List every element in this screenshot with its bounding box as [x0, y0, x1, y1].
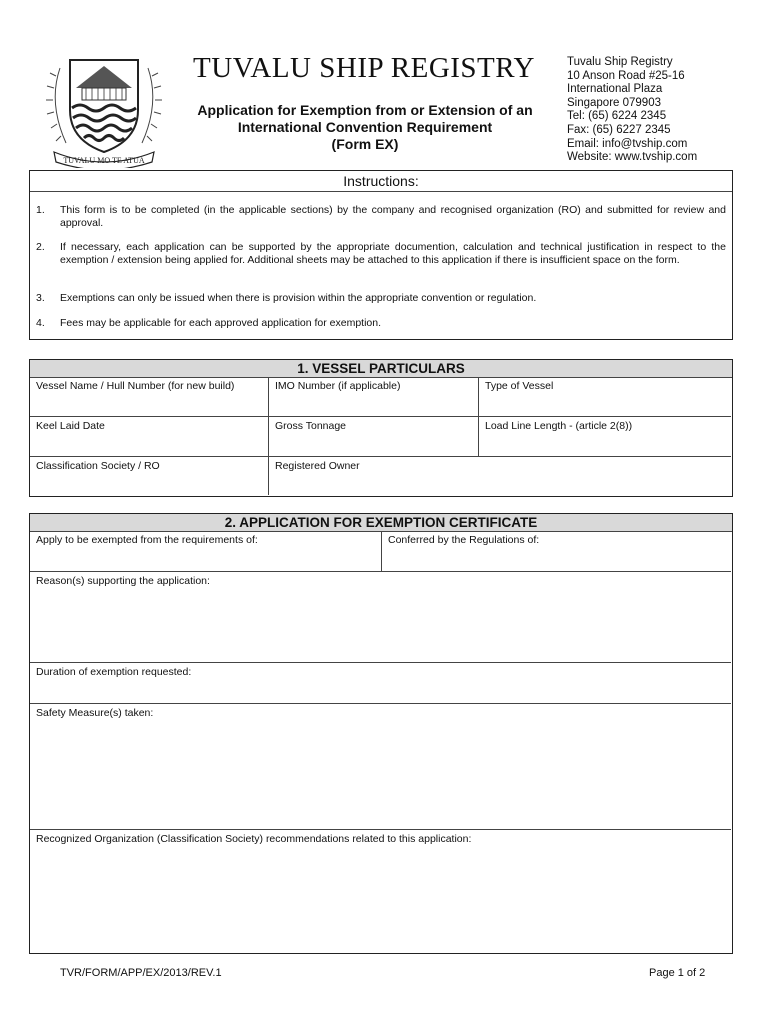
- keel-laid-date-field[interactable]: [30, 416, 268, 456]
- contact-website[interactable]: Website: www.tvship.com: [567, 151, 698, 164]
- vessel-name-field[interactable]: [30, 377, 268, 416]
- subtitle-line: International Convention Requirement: [237, 119, 493, 135]
- instruction-number: 2.: [36, 241, 45, 253]
- instruction-item: [36, 204, 726, 230]
- classification-society-field[interactable]: [30, 456, 268, 495]
- duration-label: Duration of exemption requested:: [36, 666, 192, 678]
- exemption-certificate-heading: 2. APPLICATION FOR EXEMPTION CERTIFICATE: [30, 514, 732, 532]
- instructions-box: [29, 170, 733, 340]
- instruction-text: This form is to be completed (in the applicable sections) by the company and recognised organization (RO) and submitted for review and approval.: [60, 204, 726, 229]
- registry-title: TUVALU SHIP REGISTRY: [193, 52, 535, 84]
- contact-line: Tel: (65) 6224 2345: [567, 110, 667, 123]
- safety-measures-label: Safety Measure(s) taken:: [36, 707, 154, 719]
- instruction-text: If necessary, each application can be supported by the appropriate documention, calculation and technical justification in respect to the exemption / extension being applied for. Additional sheets may be attached to this application if there is insufficient space on the form.: [60, 241, 726, 266]
- registered-owner-label: Registered Owner: [275, 460, 360, 472]
- vessel-name-label: Vessel Name / Hull Number (for new build): [36, 380, 235, 392]
- reasons-field[interactable]: [30, 571, 731, 662]
- tuvalu-crest-logo: [40, 48, 168, 168]
- crest-motto-text: TUVALU MO TE ATUA: [63, 156, 145, 165]
- contact-line: 10 Anson Road #25-16: [567, 69, 685, 82]
- load-line-length-field[interactable]: [478, 416, 731, 456]
- gross-tonnage-label: Gross Tonnage: [275, 420, 347, 432]
- type-of-vessel-label: Type of Vessel: [485, 380, 554, 392]
- duration-field[interactable]: [30, 662, 731, 703]
- apply-exempted-field[interactable]: [30, 531, 381, 571]
- instruction-number: 1.: [36, 204, 45, 216]
- contact-block: [567, 56, 757, 165]
- classification-society-label: Classification Society / RO: [36, 460, 160, 472]
- contact-line: Tuvalu Ship Registry: [567, 56, 673, 68]
- page-number: Page 1 of 2: [649, 967, 706, 979]
- instruction-text: Exemptions can only be issued when there is provision within the appropriate convention or regulation.: [60, 292, 537, 304]
- instruction-item: [36, 241, 726, 281]
- contact-line: Singapore 079903: [567, 96, 661, 109]
- instruction-item: [36, 292, 726, 305]
- reasons-label: Reason(s) supporting the application:: [36, 575, 210, 587]
- keel-laid-date-label: Keel Laid Date: [36, 420, 105, 432]
- form-subtitle: [170, 102, 560, 153]
- type-of-vessel-field[interactable]: [478, 377, 731, 416]
- ro-recommendations-label: Recognized Organization (Classification Society) recommendations related to this application:: [36, 833, 472, 845]
- instruction-item: [36, 317, 726, 330]
- imo-number-label: IMO Number (if applicable): [275, 380, 401, 392]
- conferred-by-field[interactable]: [381, 531, 731, 571]
- instruction-text: Fees may be applicable for each approved application for exemption.: [60, 317, 382, 329]
- vessel-particulars-section: [29, 359, 733, 497]
- subtitle-line: Application for Exemption from or Extension of an: [197, 102, 533, 118]
- contact-line: Fax: (65) 6227 2345: [567, 123, 671, 136]
- gross-tonnage-field[interactable]: [268, 416, 478, 456]
- instruction-number: 4.: [36, 317, 45, 329]
- contact-email[interactable]: Email: info@tvship.com: [567, 137, 688, 150]
- exemption-certificate-section: [29, 513, 733, 954]
- contact-line: International Plaza: [567, 83, 663, 96]
- vessel-particulars-heading: 1. VESSEL PARTICULARS: [30, 360, 732, 378]
- form-code: TVR/FORM/APP/EX/2013/REV.1: [60, 967, 222, 979]
- instructions-heading: Instructions:: [30, 171, 732, 192]
- load-line-length-label: Load Line Length - (article 2(8)): [485, 420, 633, 432]
- subtitle-line: (Form EX): [331, 136, 399, 152]
- apply-exempted-label: Apply to be exempted from the requirements of:: [36, 534, 258, 546]
- registered-owner-field[interactable]: [268, 456, 731, 495]
- imo-number-field[interactable]: [268, 377, 478, 416]
- conferred-by-label: Conferred by the Regulations of:: [388, 534, 540, 546]
- safety-measures-field[interactable]: [30, 703, 731, 829]
- ro-recommendations-field[interactable]: [30, 829, 731, 952]
- instruction-number: 3.: [36, 292, 45, 304]
